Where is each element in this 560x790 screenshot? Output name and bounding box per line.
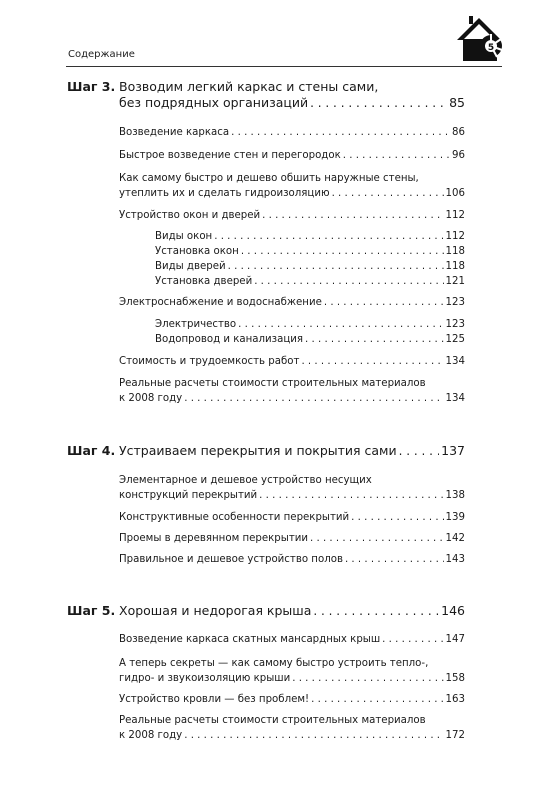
page-number: 143 <box>445 554 465 565</box>
dot-leader <box>399 443 440 459</box>
page-number: 118 <box>445 261 465 272</box>
page-number: 134 <box>445 356 465 367</box>
entry-title: Проемы в деревянном перекрытии <box>119 533 308 544</box>
step-label: Шаг 5. <box>67 603 116 618</box>
toc-entry[interactable] <box>119 510 465 525</box>
page-number: 137 <box>441 443 465 458</box>
page-number: 112 <box>445 231 465 242</box>
dot-leader <box>310 95 447 111</box>
toc-subentry[interactable] <box>155 317 465 332</box>
toc-subentry[interactable] <box>155 259 465 274</box>
entry-title: Возведение каркаса <box>119 127 230 138</box>
page-number: 125 <box>445 334 465 345</box>
entry-title: Виды окон <box>155 231 213 242</box>
dot-leader <box>231 125 450 140</box>
toc-entry[interactable] <box>119 125 465 140</box>
entry-title-line: Элементарное и дешевое устройство несущих <box>119 475 372 486</box>
page-number: 118 <box>445 246 465 257</box>
page-number: 85 <box>449 95 465 110</box>
toc-entry[interactable] <box>119 376 465 406</box>
dot-leader <box>305 332 444 347</box>
entry-title: Правильное и дешевое устройство полов <box>119 554 343 565</box>
dot-leader <box>343 148 450 163</box>
toc-subentry[interactable] <box>155 244 465 259</box>
step-title[interactable] <box>119 79 465 111</box>
running-header: Содержание <box>68 49 135 60</box>
toc-entry[interactable] <box>119 552 465 567</box>
toc-entry[interactable] <box>119 171 465 201</box>
toc-subentry[interactable] <box>155 332 465 347</box>
entry-title: к 2008 году <box>119 730 183 741</box>
entry-title: к 2008 году <box>119 393 183 404</box>
page-number: 142 <box>445 533 465 544</box>
entry-title: Электричество <box>155 319 237 330</box>
toc-entry[interactable] <box>119 148 465 163</box>
toc-entry[interactable] <box>119 473 465 503</box>
step-title[interactable] <box>119 443 465 459</box>
entry-title: гидро- и звукоизоляцию крыши <box>119 673 291 684</box>
entry-title: конструкций перекрытий <box>119 490 258 501</box>
page-number: 106 <box>445 188 465 199</box>
dot-leader <box>351 510 443 525</box>
dot-leader <box>259 488 443 503</box>
toc-entry[interactable] <box>119 713 465 743</box>
entry-title: Установка дверей <box>155 276 253 287</box>
step-title-line: Устраиваем перекрытия и покрытия сами <box>119 443 397 458</box>
entry-title: Электроснабжение и водоснабжение <box>119 297 322 308</box>
toc-entry[interactable] <box>119 354 465 369</box>
entry-title-line: Реальные расчеты стоимости строительных материалов <box>119 715 426 726</box>
step-label: Шаг 4. <box>67 443 116 458</box>
page-number: 123 <box>445 319 465 330</box>
entry-title-line: Реальные расчеты стоимости строительных материалов <box>119 378 426 389</box>
toc-entry[interactable] <box>119 208 465 223</box>
page-number: 123 <box>445 297 465 308</box>
dot-leader <box>311 692 443 707</box>
step-title-line: Хорошая и недорогая крыша <box>119 603 312 618</box>
dot-leader <box>254 274 443 289</box>
dot-leader <box>310 531 444 546</box>
dot-leader <box>184 391 443 406</box>
dot-leader <box>292 671 443 686</box>
page-number: 158 <box>445 673 465 684</box>
page-number: 172 <box>445 730 465 741</box>
dot-leader <box>238 317 443 332</box>
entry-title: утеплить их и сделать гидроизоляцию <box>119 188 330 199</box>
entry-title: Конструктивные особенности перекрытий <box>119 512 350 523</box>
page-number: 146 <box>441 603 465 618</box>
toc-entry[interactable] <box>119 632 465 647</box>
step-title-line: без подрядных организаций <box>119 95 309 110</box>
toc-entry[interactable] <box>119 692 465 707</box>
header-rule <box>66 66 502 67</box>
entry-title: Быстрое возведение стен и перегородок <box>119 150 341 161</box>
dot-leader <box>313 603 439 619</box>
step-label: Шаг 3. <box>67 79 116 94</box>
dot-leader <box>301 354 443 369</box>
page-number: 86 <box>452 127 465 138</box>
entry-title-line: А теперь секреты — как самому быстро устроить тепло-, <box>119 658 429 669</box>
page-number: 138 <box>445 490 465 501</box>
page-number: 147 <box>445 634 465 645</box>
entry-title: Водопровод и канализация <box>155 334 304 345</box>
toc-entry[interactable] <box>119 295 465 310</box>
svg-text:5: 5 <box>487 43 495 53</box>
dot-leader <box>241 244 444 259</box>
entry-title-line: Как самому быстро и дешево обшить наружные стены, <box>119 173 419 184</box>
toc-entry[interactable] <box>119 656 465 686</box>
toc-subentry[interactable] <box>155 229 465 244</box>
entry-title: Устройство окон и дверей <box>119 210 261 221</box>
page-number: 112 <box>445 210 465 221</box>
entry-title: Виды дверей <box>155 261 226 272</box>
house-logo-icon <box>455 12 507 64</box>
dot-leader <box>184 728 443 743</box>
dot-leader <box>262 208 443 223</box>
dot-leader <box>324 295 444 310</box>
entry-title: Возведение каркаса скатных мансардных крыш <box>119 634 381 645</box>
entry-title: Устройство кровли — без проблем! <box>119 694 310 705</box>
toc-subentry[interactable] <box>155 274 465 289</box>
page-number: 96 <box>452 150 465 161</box>
dot-leader <box>228 259 444 274</box>
entry-title: Установка окон <box>155 246 239 257</box>
dot-leader <box>382 632 443 647</box>
toc-entry[interactable] <box>119 531 465 546</box>
page-number: 121 <box>445 276 465 287</box>
step-title[interactable] <box>119 603 465 619</box>
dot-leader <box>332 186 444 201</box>
entry-title: Стоимость и трудоемкость работ <box>119 356 300 367</box>
step-title-line: Возводим легкий каркас и стены сами, <box>119 79 379 94</box>
page-number: 134 <box>445 393 465 404</box>
page-number: 139 <box>445 512 465 523</box>
dot-leader <box>345 552 444 567</box>
dot-leader <box>214 229 443 244</box>
page-number: 163 <box>445 694 465 705</box>
